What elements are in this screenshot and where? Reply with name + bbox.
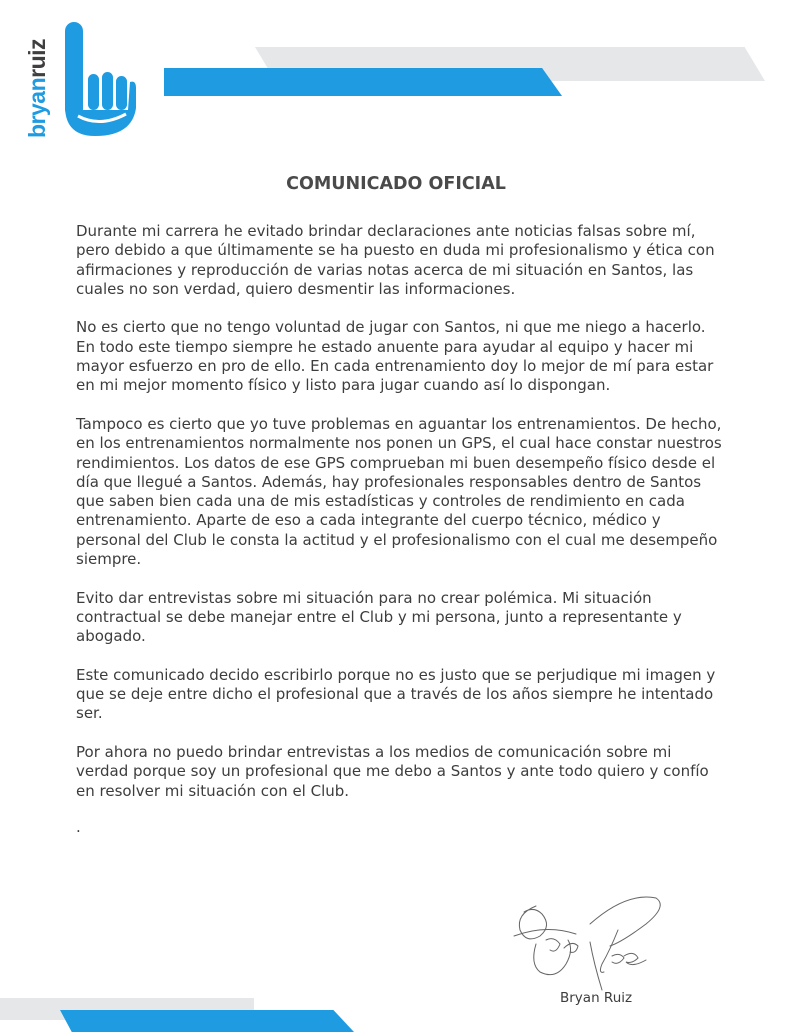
brand-wordmark (26, 39, 49, 138)
brand-wordmark-first: bryan (24, 77, 50, 138)
handwritten-signature-icon (506, 884, 668, 994)
signature-name: Bryan Ruiz (560, 990, 633, 1006)
paragraph: Tampoco es cierto que yo tuve problemas en aguantar los entrenamientos. De hecho, en los entrenamientos normalmente nos ponen un GPS, el cual hace constar nuestros rendimientos. Los datos de ese GPS comprueban mi buen desempeño físico desde el día que llegué a Santos. Además, hay profesionales responsables dentro de Santos que saben bien cada una de mis estadísticas y controles de rendimiento en cada entrenamiento. Aparte de eso a cada integrante del cuerpo técnico, médico y personal del Club le consta la actitud y el profesionalismo con el cual me desempeño siempre. (76, 414, 722, 569)
paragraph: No es cierto que no tengo voluntad de jugar con Santos, ni que me niego a hacerlo. En todo este tiempo siempre he estado anuente para ayudar al equipo y hacer mi mayor esfuerzo en pro de ello. En cada entrenamiento doy lo mejor de mí para estar en mi mejor momento físico y listo para jugar cuando así lo dispongan. (76, 318, 714, 395)
document-title: COMUNICADO OFICIAL (286, 174, 506, 194)
paragraph: Por ahora no puedo brindar entrevistas a los medios de comunicación sobre mi verdad porque soy un profesional que me debo a Santos y ante todo quiero y confío en resolver mi situación con el Club. (76, 743, 709, 800)
paragraph: Durante mi carrera he evitado brindar declaraciones ante noticias falsas sobre mí, pero debido a que últimamente se ha puesto en duda mi profesionalismo y ética con afirmaciones y reproducción de varias notas acerca de mi situación en Santos, las cuales no son verdad, quiero desmentir las informaciones. (76, 222, 715, 298)
header-blue-band (164, 68, 562, 96)
footer-blue-band (60, 1010, 354, 1032)
brand-logo-icon (40, 16, 150, 146)
paragraph: Este comunicado decido escribirlo porque no es justo que se perjudique mi imagen y que se deje entre dicho el profesional que a través de los años siempre he intentado ser. (76, 665, 716, 723)
document-body (76, 222, 726, 820)
paragraph: Evito dar entrevistas sobre mi situación para no crear polémica. Mi situación contractual se debe manejar entre el Club y mi persona, junto a representante y abogado. (76, 588, 682, 646)
trailing-mark: . (76, 818, 81, 836)
brand-wordmark-last: ruiz (24, 38, 50, 78)
